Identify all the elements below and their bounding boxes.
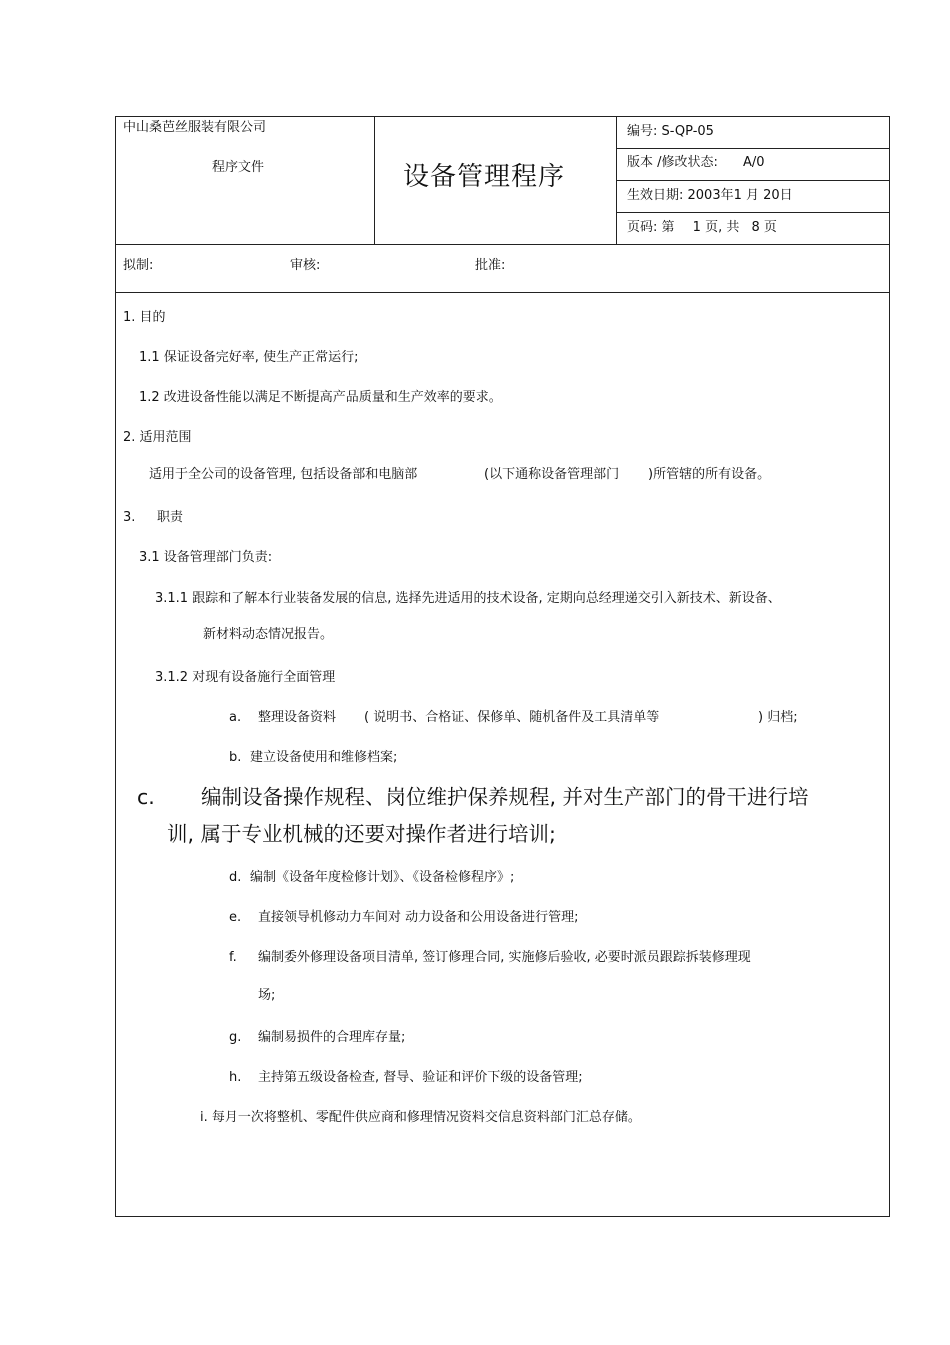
page-info [627, 220, 777, 236]
version-label: 版本 /修改状态: [627, 155, 718, 170]
list-item-a-text-b: ( 说明书、合格证、保修单、随机备件及工具清单等 [364, 710, 660, 725]
scope-text-part-b: (以下通称设备管理部门 [484, 467, 620, 482]
scope-text-part-a: 适用于全公司的设备管理, 包括设备部和电脑部 [149, 467, 418, 482]
list-item-b-label: b. [229, 750, 242, 765]
approved-by-label: 批准: [475, 258, 506, 273]
header-divider-1 [374, 116, 375, 245]
reviewed-by-label: 审核: [290, 258, 321, 273]
list-item-d-label: d. [229, 870, 242, 885]
list-item-a-text-a: 整理设备资料 [258, 710, 337, 725]
list-item-a-text-c: ) 归档; [758, 710, 798, 725]
list-item-e-label: e. [229, 910, 242, 925]
info-row-line-2 [616, 180, 890, 181]
page-title: 设备管理程序 [403, 162, 566, 192]
item-1-2: 1.2 改进设备性能以满足不断提高产品质量和生产效率的要求。 [139, 390, 502, 405]
list-item-i: i. 每月一次将整机、零配件供应商和修理情况资料交信息资料部门汇总存储。 [200, 1110, 641, 1125]
page-total: 8 [751, 220, 760, 235]
item-3-1-1-line-1: 3.1.1 跟踪和了解本行业装备发展的信息, 选择先进适用的技术设备, 定期向总经理递交引入新技术、新设备、 [155, 591, 781, 606]
list-item-c-line-2: 训, 属于专业机械的还要对操作者进行培训; [167, 822, 556, 846]
list-item-f-label: f. [229, 950, 237, 965]
list-item-f-line-1: 编制委外修理设备项目清单, 签订修理合同, 实施修后验收, 必要时派员跟踪拆装修理现 [258, 950, 751, 965]
list-item-b-text: 建立设备使用和维修档案; [250, 750, 398, 765]
item-1-1: 1.1 保证设备完好率, 使生产正常运行; [139, 350, 359, 365]
signoff-bottom-border [115, 292, 890, 293]
effective-date: 生效日期: 2003年1 月 20日 [627, 188, 793, 203]
document-type: 程序文件 [212, 160, 265, 175]
section-2-heading: 2. 适用范围 [123, 430, 192, 445]
frame-left-border [115, 116, 116, 1217]
scope-text-part-c: )所管辖的所有设备。 [648, 467, 771, 482]
company-name: 中山桑芭丝服装有限公司 [123, 120, 267, 135]
frame-top-border [115, 116, 890, 117]
page-unit: 页 [763, 220, 777, 235]
info-row-line-3 [616, 212, 890, 213]
list-item-a-label: a. [229, 710, 242, 725]
list-item-h-text: 主持第五级设备检查, 督导、验证和评价下级的设备管理; [258, 1070, 583, 1085]
list-item-c-label: c. [137, 785, 155, 809]
page-label: 页码: 第 [627, 220, 675, 235]
section-3-heading: 职责 [157, 510, 184, 525]
list-item-d-text: 编制《设备年度检修计划》、《设备检修程序》; [250, 870, 515, 885]
page-number: 1 [692, 220, 701, 235]
item-3-1: 3.1 设备管理部门负责: [139, 550, 273, 565]
document-code: 编号: S-QP-05 [627, 124, 714, 139]
item-3-1-2: 3.1.2 对现有设备施行全面管理 [155, 670, 336, 685]
header-bottom-border [115, 244, 890, 245]
section-3-number: 3. [123, 510, 136, 525]
frame-bottom-border [115, 1216, 890, 1217]
list-item-g-text: 编制易损件的合理库存量; [258, 1030, 406, 1045]
info-row-line-1 [616, 148, 890, 149]
list-item-f-line-2: 场; [258, 988, 276, 1003]
drafted-by-label: 拟制: [123, 258, 154, 273]
list-item-g-label: g. [229, 1030, 242, 1045]
item-3-1-1-line-2: 新材料动态情况报告。 [203, 627, 334, 642]
list-item-h-label: h. [229, 1070, 242, 1085]
frame-right-border [889, 116, 890, 1217]
page-separator: 页, 共 [705, 220, 740, 235]
section-1-heading: 1. 目的 [123, 310, 166, 325]
list-item-e-text: 直接领导机修动力车间对 动力设备和公用设备进行管理; [258, 910, 579, 925]
version-value: A/0 [743, 155, 765, 170]
list-item-c-line-1: 编制设备操作规程、岗位维护保养规程, 并对生产部门的骨干进行培 [201, 785, 809, 809]
